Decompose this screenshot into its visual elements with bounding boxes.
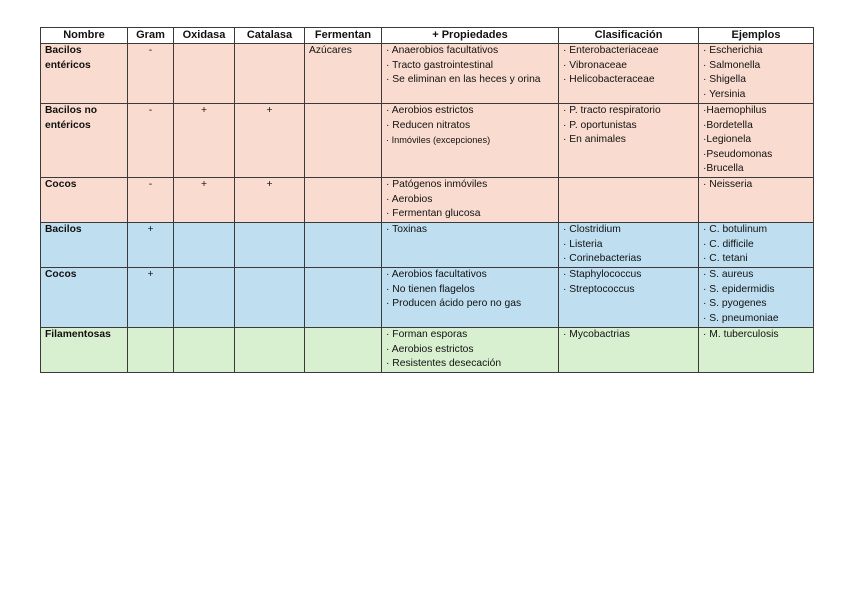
ejemplo-item: · Escherichia (703, 45, 763, 56)
gram-cell: + (128, 268, 174, 328)
header-fermentan: Fermentan (305, 28, 382, 44)
header-clasificacion: Clasificación (559, 28, 699, 44)
row-name-line: Bacilos (45, 224, 82, 235)
catalasa-cell (235, 44, 305, 104)
propiedad-item: · Patógenos inmóviles (386, 179, 488, 190)
ejemplo-item: · S. pneumoniae (703, 312, 779, 324)
ejemplo-item: · M. tuberculosis (703, 329, 779, 340)
fermentan-cell: Azúcares (305, 44, 382, 104)
clasificacion-item: · Enterobacteriaceae (563, 45, 659, 56)
header-gram: Gram (128, 28, 174, 44)
header-ejemplos: Ejemplos (699, 28, 814, 44)
ejemplo-item: ·Haemophilus (703, 105, 767, 116)
header-propiedades: + Propiedades (382, 28, 559, 44)
propiedad-item: · Aerobios facultativos (386, 269, 487, 280)
gram-cell: + (128, 223, 174, 268)
propiedad-item: · No tienen flagelos (386, 283, 475, 295)
oxidasa-cell (174, 268, 235, 328)
catalasa-cell (235, 268, 305, 328)
clasificacion-cell (559, 178, 699, 223)
propiedad-item: · Aerobios estrictos (386, 343, 474, 355)
fermentan-cell (305, 223, 382, 268)
ejemplos-cell (699, 223, 814, 268)
header-catalasa: Catalasa (235, 28, 305, 44)
row-name-cell (41, 223, 128, 268)
row-name-line: Bacilos no (45, 105, 98, 116)
table-row (41, 328, 814, 373)
catalasa-cell: + (235, 104, 305, 178)
propiedades-cell (382, 268, 559, 328)
header-oxidasa: Oxidasa (174, 28, 235, 44)
clasificacion-item: · P. tracto respiratorio (563, 105, 661, 116)
catalasa-cell (235, 223, 305, 268)
propiedad-item: · Fermentan glucosa (386, 208, 481, 220)
ejemplo-item: · C. tetani (703, 253, 748, 265)
table-row (41, 44, 814, 104)
ejemplos-cell (699, 44, 814, 104)
clasificacion-item: · Corinebacterias (563, 253, 642, 265)
clasificacion-item: · P. oportunistas (563, 119, 637, 131)
gram-cell (128, 328, 174, 373)
oxidasa-cell: + (174, 178, 235, 223)
row-name-line: Filamentosas (45, 329, 111, 340)
clasificacion-item: · Mycobactrias (563, 329, 630, 340)
row-name-cell (41, 268, 128, 328)
gram-cell: - (128, 104, 174, 178)
propiedad-item: · Inmóviles (excepciones) (386, 135, 491, 146)
ejemplo-item: · Neisseria (703, 179, 753, 190)
table-row (41, 268, 814, 328)
header-row (41, 28, 814, 44)
propiedad-item: · Toxinas (386, 224, 428, 235)
row-name-line: Bacilos (45, 45, 82, 56)
propiedad-item: · Se eliminan en las heces y orina (386, 74, 541, 86)
table-row (41, 178, 814, 223)
propiedades-cell (382, 328, 559, 373)
gram-cell: - (128, 178, 174, 223)
table-row (41, 223, 814, 268)
clasificacion-item: · Vibronaceae (563, 59, 627, 71)
catalasa-cell: + (235, 178, 305, 223)
propiedad-item: · Producen ácido pero no gas (386, 298, 522, 310)
ejemplo-item: · C. botulinum (703, 224, 768, 235)
row-name-line: Cocos (45, 179, 77, 190)
ejemplo-item: · S. aureus (703, 269, 754, 280)
clasificacion-item: · Helicobacteraceae (563, 74, 655, 86)
row-name-cell (41, 104, 128, 178)
clasificacion-item: · Staphylococcus (563, 269, 642, 280)
row-name-line: entéricos (45, 59, 91, 71)
clasificacion-cell (559, 328, 699, 373)
ejemplo-item: ·Bordetella (703, 119, 753, 131)
row-name-line: Cocos (45, 269, 77, 280)
oxidasa-cell (174, 44, 235, 104)
propiedades-cell (382, 104, 559, 178)
clasificacion-cell (559, 223, 699, 268)
bacteria-classification-table (40, 27, 814, 373)
clasificacion-cell (559, 44, 699, 104)
header-nombre: Nombre (41, 28, 128, 44)
propiedades-cell (382, 44, 559, 104)
propiedad-item: · Aerobios (386, 193, 433, 205)
propiedad-item: · Aerobios estrictos (386, 105, 474, 116)
ejemplo-item: ·Legionela (703, 134, 752, 146)
catalasa-cell (235, 328, 305, 373)
propiedad-item: · Anaerobios facultativos (386, 45, 499, 56)
fermentan-cell (305, 178, 382, 223)
clasificacion-cell (559, 104, 699, 178)
ejemplo-item: · Yersinia (703, 88, 746, 100)
ejemplo-item: · C. difficile (703, 238, 754, 250)
ejemplo-item: · S. pyogenes (703, 298, 767, 310)
propiedad-item: · Resistentes desecación (386, 358, 502, 370)
row-name-line: entéricos (45, 119, 91, 131)
ejemplo-item: ·Brucella (703, 163, 744, 175)
ejemplo-item: · Shigella (703, 74, 746, 86)
propiedad-item: · Tracto gastrointestinal (386, 59, 494, 71)
ejemplos-cell (699, 328, 814, 373)
propiedad-item: · Reducen nitratos (386, 119, 471, 131)
ejemplo-item: · Salmonella (703, 59, 761, 71)
oxidasa-cell (174, 328, 235, 373)
propiedades-cell (382, 223, 559, 268)
clasificacion-item: · Clostridium (563, 224, 621, 235)
clasificacion-item: · Streptococcus (563, 283, 635, 295)
fermentan-cell (305, 328, 382, 373)
ejemplos-cell (699, 104, 814, 178)
clasificacion-item: · Listeria (563, 238, 603, 250)
row-name-cell (41, 44, 128, 104)
oxidasa-cell: + (174, 104, 235, 178)
propiedad-item: · Forman esporas (386, 329, 468, 340)
ejemplos-cell (699, 268, 814, 328)
ejemplos-cell (699, 178, 814, 223)
clasificacion-item: · En animales (563, 134, 626, 146)
gram-cell: - (128, 44, 174, 104)
clasificacion-cell (559, 268, 699, 328)
row-name-cell (41, 328, 128, 373)
oxidasa-cell (174, 223, 235, 268)
fermentan-cell (305, 104, 382, 178)
table-row (41, 104, 814, 178)
ejemplo-item: ·Pseudomonas (703, 148, 773, 160)
row-name-cell (41, 178, 128, 223)
propiedades-cell (382, 178, 559, 223)
fermentan-cell (305, 268, 382, 328)
ejemplo-item: · S. epidermidis (703, 283, 775, 295)
